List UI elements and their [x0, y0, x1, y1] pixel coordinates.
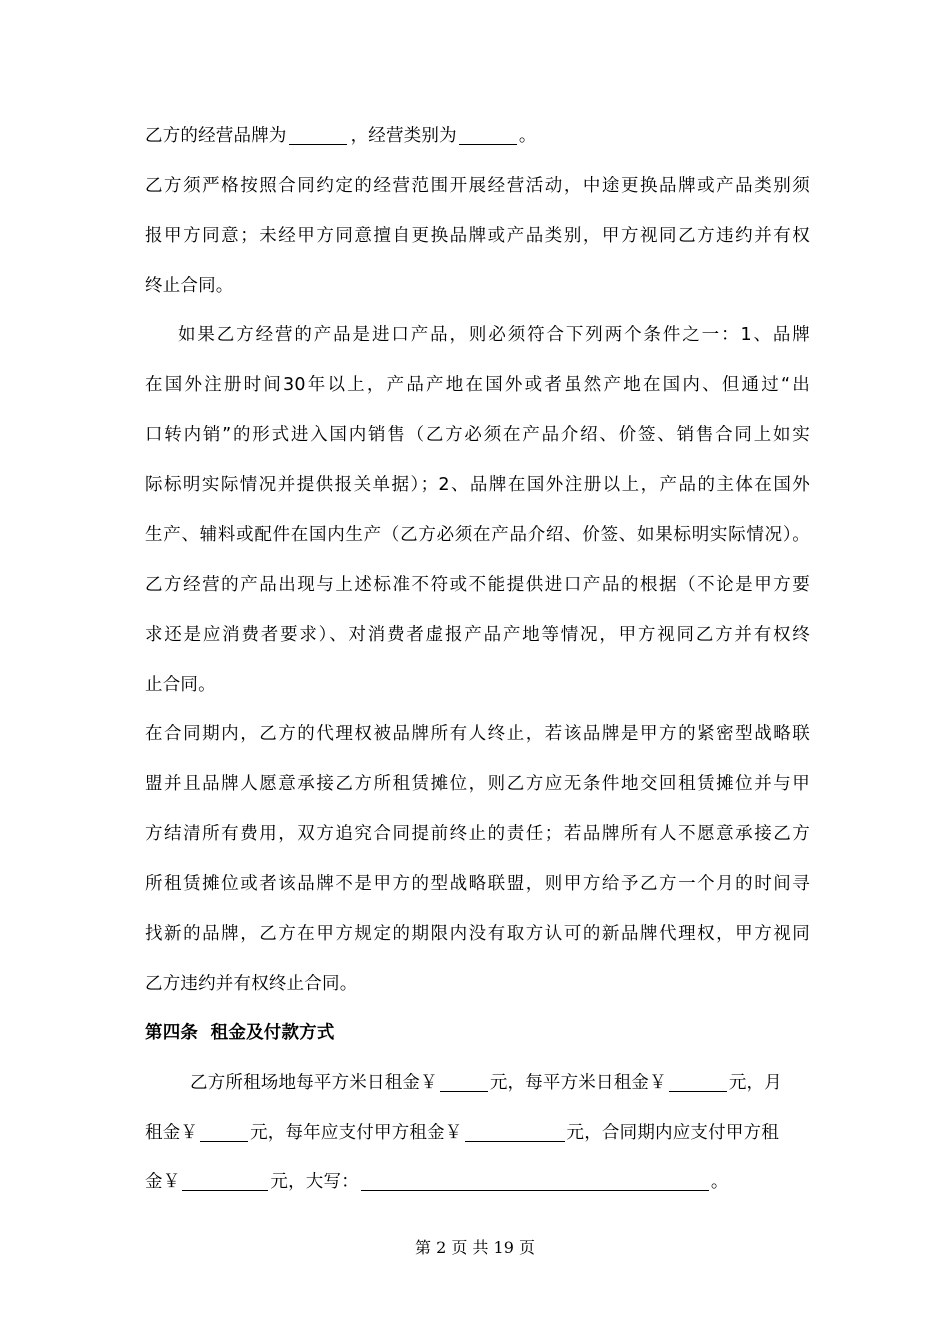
import-line-6: 乙方经营的产品出现与上述标准不符或不能提供进口产品的根据（不论是甲方要 [145, 575, 810, 595]
rent-line-2-c: 元，合同期内应支付甲方租 [566, 1123, 779, 1143]
rent-line-3-c: 。 [710, 1172, 729, 1192]
import-line-2: 在国外注册时间30年以上，产品产地在国外或者虽然产地在国内、但通过“出 [145, 375, 810, 395]
brand-line-suffix: 。 [518, 126, 537, 146]
yearly-rent-blank [465, 1123, 565, 1142]
agency-line-6: 乙方违约并有权终止合同。 [145, 974, 358, 994]
scope-line-3: 终止合同。 [145, 276, 234, 296]
monthly-rent-blank [200, 1123, 248, 1142]
agency-line-1: 在合同期内，乙方的代理权被品牌所有人终止，若该品牌是甲方的紧密型战略联 [145, 724, 810, 744]
agency-line-4: 所租赁摊位或者该品牌不是甲方的型战略联盟，则甲方给予乙方一个月的时间寻 [145, 874, 810, 894]
category-blank [459, 126, 517, 145]
import-line-3: 口转内销”的形式进入国内销售（乙方必须在产品介绍、价签、销售合同上如实 [145, 425, 810, 445]
amount-in-words-blank [361, 1172, 709, 1191]
total-rent-blank [182, 1172, 268, 1191]
rent-line-2-a: 租金￥ [145, 1123, 199, 1143]
rent-line-1-c: 元，月 [728, 1073, 782, 1093]
rent-line-3-a: 金￥ [145, 1172, 181, 1192]
scope-line-2: 报甲方同意；未经甲方同意擅自更换品牌或产品类别，甲方视同乙方违约并有权 [145, 226, 810, 246]
import-line-7: 求还是应消费者要求）、对消费者虚报产品产地等情况，甲方视同乙方并有权终 [145, 625, 810, 645]
rent-line-1 [145, 1072, 810, 1094]
brand-line [145, 125, 810, 147]
brand-blank [289, 126, 347, 145]
rent-line-3-b: 元，大写： [270, 1172, 359, 1192]
import-line-5: 生产、辅料或配件在国内生产（乙方必须在产品介绍、价签、如果标明实际情况）。 [145, 525, 810, 545]
page-footer: 第 2 页 共 19 页 [415, 1238, 535, 1257]
rent-line-2-b: 元，每年应支付甲方租金￥ [250, 1123, 463, 1143]
import-line-8: 止合同。 [145, 675, 216, 695]
rent-line-2 [145, 1122, 810, 1144]
scope-line-1: 乙方须严格按照合同约定的经营范围开展经营活动，中途更换品牌或产品类别须 [145, 176, 810, 196]
brand-line-prefix: 乙方的经营品牌为 [145, 126, 287, 146]
brand-line-middle: ，经营类别为 [350, 126, 457, 146]
agency-line-2: 盟并且品牌人愿意承接乙方所租赁摊位，则乙方应无条件地交回租赁摊位并与甲 [145, 774, 810, 794]
daily-rent-blank-1 [440, 1073, 488, 1092]
import-line-1: 如果乙方经营的产品是进口产品，则必须符合下列两个条件之一：1、品牌 [178, 325, 810, 345]
rent-line-1-a: 乙方所租场地每平方米日租金￥ [190, 1073, 438, 1093]
rent-line-1-b: 元，每平方米日租金￥ [489, 1073, 667, 1093]
agency-line-5: 找新的品牌，乙方在甲方规定的期限内没有取方认可的新品牌代理权，甲方视同 [145, 924, 810, 944]
agency-line-3: 方结清所有费用，双方追究合同提前终止的责任；若品牌所有人不愿意承接乙方 [145, 824, 810, 844]
import-line-4: 际标明实际情况并提供报关单据）；2、品牌在国外注册以上，产品的主体在国外 [145, 475, 810, 495]
rent-line-3 [145, 1171, 810, 1193]
section-heading: 第四条 租金及付款方式 [145, 1023, 335, 1043]
daily-rent-blank-2 [669, 1073, 727, 1092]
